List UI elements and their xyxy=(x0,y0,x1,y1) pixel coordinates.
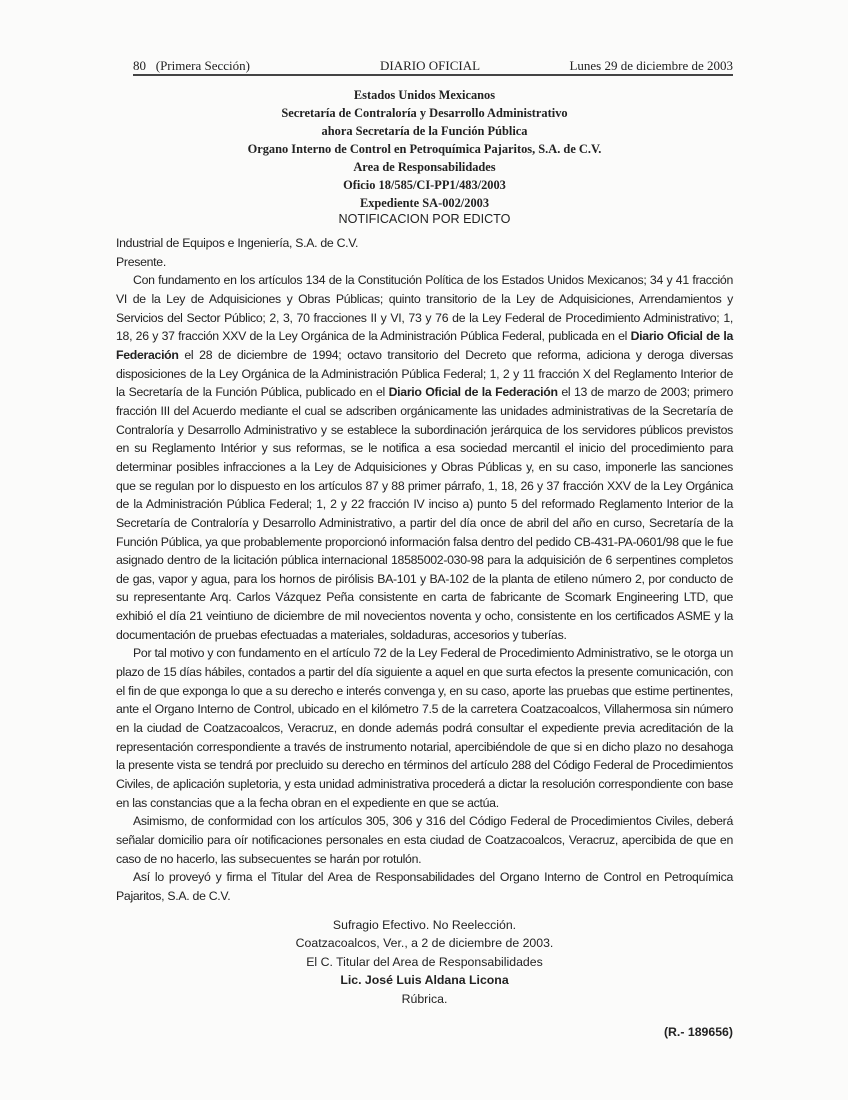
signer-title: El C. Titular del Area de Responsabilidades xyxy=(306,954,543,969)
paragraph: Asimismo, de conformidad con los artículos 305, 306 y 316 del Código Federal de Procedimientos Civiles, deberá señalar domicilio para oír notificaciones personales en esta ciudad de Coatzacoalcos, Veracruz, apercibida de que en caso de no hacerlo, las subsecuentes se harán por rotulón. xyxy=(116,814,733,866)
salutation: Presente. xyxy=(116,254,166,269)
closing-block xyxy=(116,916,733,1009)
running-head xyxy=(133,58,733,74)
publication-reference: Diario Oficial de la Federación xyxy=(388,385,558,400)
document-body xyxy=(116,234,733,906)
publication-name: DIARIO OFICIAL xyxy=(380,58,481,73)
place-date: Coatzacoalcos, Ver., a 2 de diciembre de 2003. xyxy=(295,936,554,951)
heading-line: Estados Unidos Mexicanos xyxy=(353,88,496,102)
heading-line: Area de Responsabilidades xyxy=(353,160,496,174)
heading-line: Organo Interno de Control en Petroquímica Pajaritos, S.A. de C.V. xyxy=(247,142,602,156)
page-section: 80 (Primera Sección) xyxy=(133,58,250,73)
rubric: Rúbrica. xyxy=(401,992,448,1006)
document-flow xyxy=(116,234,733,1081)
paragraph-text: el 28 de diciembre de 1994; octavo transitorio del Decreto que reforma, adiciona y deroga diversas disposiciones de la Ley Orgánica de la Administración Pública Federal; 1, 2 y 11 fracción X del Reglamento Interior de la Secretaría de la Función Pública, publicado en el xyxy=(116,347,733,400)
header-rule xyxy=(133,74,733,76)
paragraph: Así lo proveyó y firma el Titular del Area de Responsabilidades del Organo Interno de Control en Petroquímica Pajaritos, S.A. de C.V. xyxy=(116,870,733,903)
publication-reference-number: (R.- 189656) xyxy=(663,1024,733,1039)
paragraph-text: el 13 de marzo de 2003; primero fracción III del Acuerdo mediante el cual se adscriben orgánicamente las unidades administrativas de la Secretaría de Contraloría y Desarrollo Administrativo y se establece la subordinación jerárquica de los servidores públicos previstos en su Reglamento Intérior y sus reformas, se le notifica a esa sociedad mercantil el inicio del procedimiento para determinar posibles infracciones a la Ley de Adquisiciones y Obras Públicas y, en su caso, imponerle las sanciones que se regulan por lo dispuesto en los artículos 87 y 88 primer párrafo, 1, 18, 26 y 37 fracción XXV de la Ley Orgánica de la Administración Pública Federal; 1, 2 y 22 fracción IV inciso a) punto 5 del reformado Reglamento Interior de la Secretaría de Contraloría y Desarrollo Administrativo, a partir del día once de abril del año en curso, Secretaría de la Función Pública, ya que probablemente proporcionó información falsa dentro del pedido CB-431-PA-0601/98 que le fue asignado dentro de la licitación pública internacional 18585002-030-98 para la adquisición de 6 serpentines completos de gas, vapor y agua, para los hornos de pirólisis BA-101 y BA-102 de la planta de etileno número 2, por conducto de su representante Arq. Carlos Vázquez Peña consistente en carta de fabricante de Scomark Engineering LTD, que exhibió el día 21 veintiuno de diciembre de mil novecientos noventa y ocho, consistente en los certificados ASME y la documentación de pruebas efectuadas a materiales, soldaduras, accesorios y tuberías. xyxy=(116,385,733,642)
paragraph xyxy=(116,271,733,644)
motto: Sufragio Efectivo. No Reelección. xyxy=(332,917,517,932)
paragraph-text: Con fundamento en los artículos 134 de la Constitución Política de los Estados Unidos Mexicanos; 34 y 41 fracción VI de la Ley de Adquisiciones y Obras Públicas; quinto transitorio de la Ley de Adquisiciones, Arrendamientos y Servicios del Sector Público; 2, 3, 70 fracciones II y VI, 73 y 76 de la Ley Federal de Procedimiento Administrativo; 1, 18, 26 y 37 fracción XXV de la Ley Orgánica de la Administración Pública Federal, publicada en el xyxy=(116,273,733,344)
paragraph: Por tal motivo y con fundamento en el artículo 72 de la Ley Federal de Procedimiento Administrativo, se le otorga un plazo de 15 días hábiles, contados a partir del día siguiente a aquel en que surta efectos la presente comunicación, con el fin de que exponga lo que a su derecho e interés convenga y, en su caso, aporte las pruebas que estime pertinentes, ante el Organo Interno de Control, ubicado en el kilómetro 7.5 de la carretera Coatzacoalcos, Villahermosa sin número en la ciudad de Coatzacoalcos, Veracruz, en donde además podrá consultar el expediente previa acreditación de la representación correspondiente a través de instrumento notarial, apercibiéndole de que si en dicho plazo no desahoga la presente vista se tendrá por precluido su derecho en términos del artículo 288 del Código Federal de Procedimientos Civiles, de aplicación supletoria, y esta unidad administrativa procederá a dictar la resolución correspondiente con base en las constancias que a la fecha obran en el expediente en que se actúa. xyxy=(116,646,733,810)
heading-line: Secretaría de Contraloría y Desarrollo Administrativo xyxy=(281,106,568,120)
heading-line: ahora Secretaría de la Función Pública xyxy=(321,124,528,138)
oficio-number: Oficio 18/585/CI-PP1/483/2003 xyxy=(343,178,506,192)
publication-date: Lunes 29 de diciembre de 2003 xyxy=(569,58,733,73)
expediente-number: Expediente SA-002/2003 xyxy=(359,196,490,210)
addressee: Industrial de Equipos e Ingeniería, S.A. de C.V. xyxy=(116,236,359,250)
document-heading xyxy=(116,86,733,212)
notice-title: NOTIFICACION POR EDICTO xyxy=(338,212,511,226)
publication-reference: Diario Oficial de la Federación xyxy=(116,329,733,362)
signer-name: Lic. José Luis Aldana Licona xyxy=(340,973,509,988)
